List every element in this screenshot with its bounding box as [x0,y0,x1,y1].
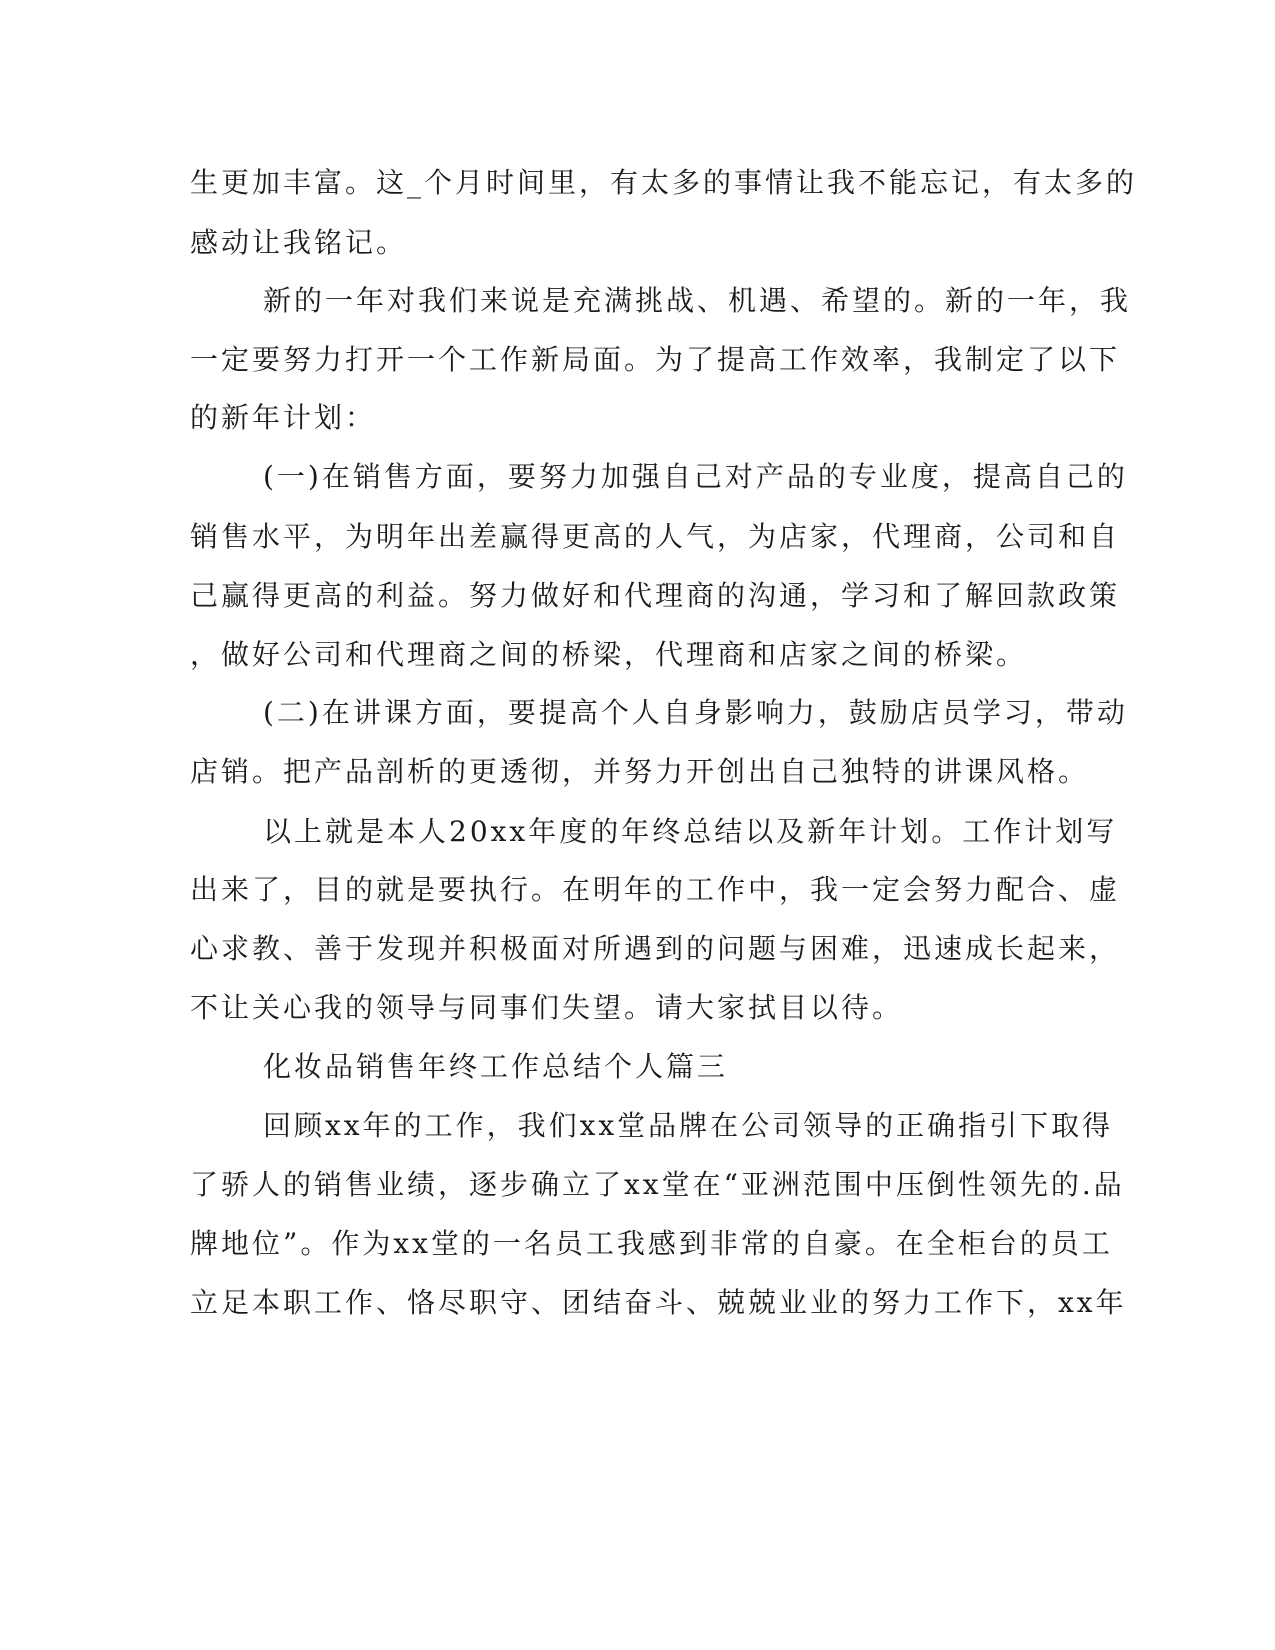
text-line: 己赢得更高的利益。努力做好和代理商的沟通，学习和了解回款政策 [190,579,1121,612]
text-line: ，做好公司和代理商之间的桥梁，代理商和店家之间的桥梁。 [190,638,1028,671]
text-line: 一定要努力打开一个工作新局面。为了提高工作效率，我制定了以下 [190,343,1121,376]
text-line: 心求教、善于发现并积极面对所遇到的问题与困难，迅速成长起来， [190,932,1121,965]
text-line: 的新年计划： [190,401,377,434]
paragraph-start-line: (二)在讲课方面，要提高个人自身影响力，鼓励店员学习，带动 [263,696,1128,729]
paragraph-start-line: 新的一年对我们来说是充满挑战、机遇、希望的。新的一年，我 [263,284,1132,317]
text-line: 店销。把产品剖析的更透彻，并努力开创出自己独特的讲课风格。 [190,755,1090,788]
text-line: 立足本职工作、恪尽职守、团结奋斗、兢兢业业的努力工作下，xx年 [190,1286,1127,1319]
paragraph-start-line: (一)在销售方面，要努力加强自己对产品的专业度，提高自己的 [263,460,1128,493]
text-line: 不让关心我的领导与同事们失望。请大家拭目以待。 [190,991,904,1024]
section-heading: 化妆品销售年终工作总结个人篇三 [263,1050,729,1083]
text-line: 牌地位”。作为xx堂的一名员工我感到非常的自豪。在全柜台的员工 [190,1227,1113,1260]
text-line: 出来了，目的就是要执行。在明年的工作中，我一定会努力配合、虚 [190,873,1121,906]
paragraph-start-line: 以上就是本人20xx年度的年终总结以及新年计划。工作计划写 [263,815,1118,848]
text-line: 销售水平，为明年出差赢得更高的人气，为店家，代理商，公司和自 [190,520,1121,553]
text-line: 感动让我铭记。 [190,226,408,259]
paragraph-start-line: 回顾xx年的工作，我们xx堂品牌在公司领导的正确指引下取得 [263,1109,1114,1142]
text-line: 生更加丰富。这_个月时间里，有太多的事情让我不能忘记，有太多的 [190,166,1138,199]
text-line: 了骄人的销售业绩，逐步确立了xx堂在“亚洲范围中压倒性领先的.品 [190,1168,1125,1201]
